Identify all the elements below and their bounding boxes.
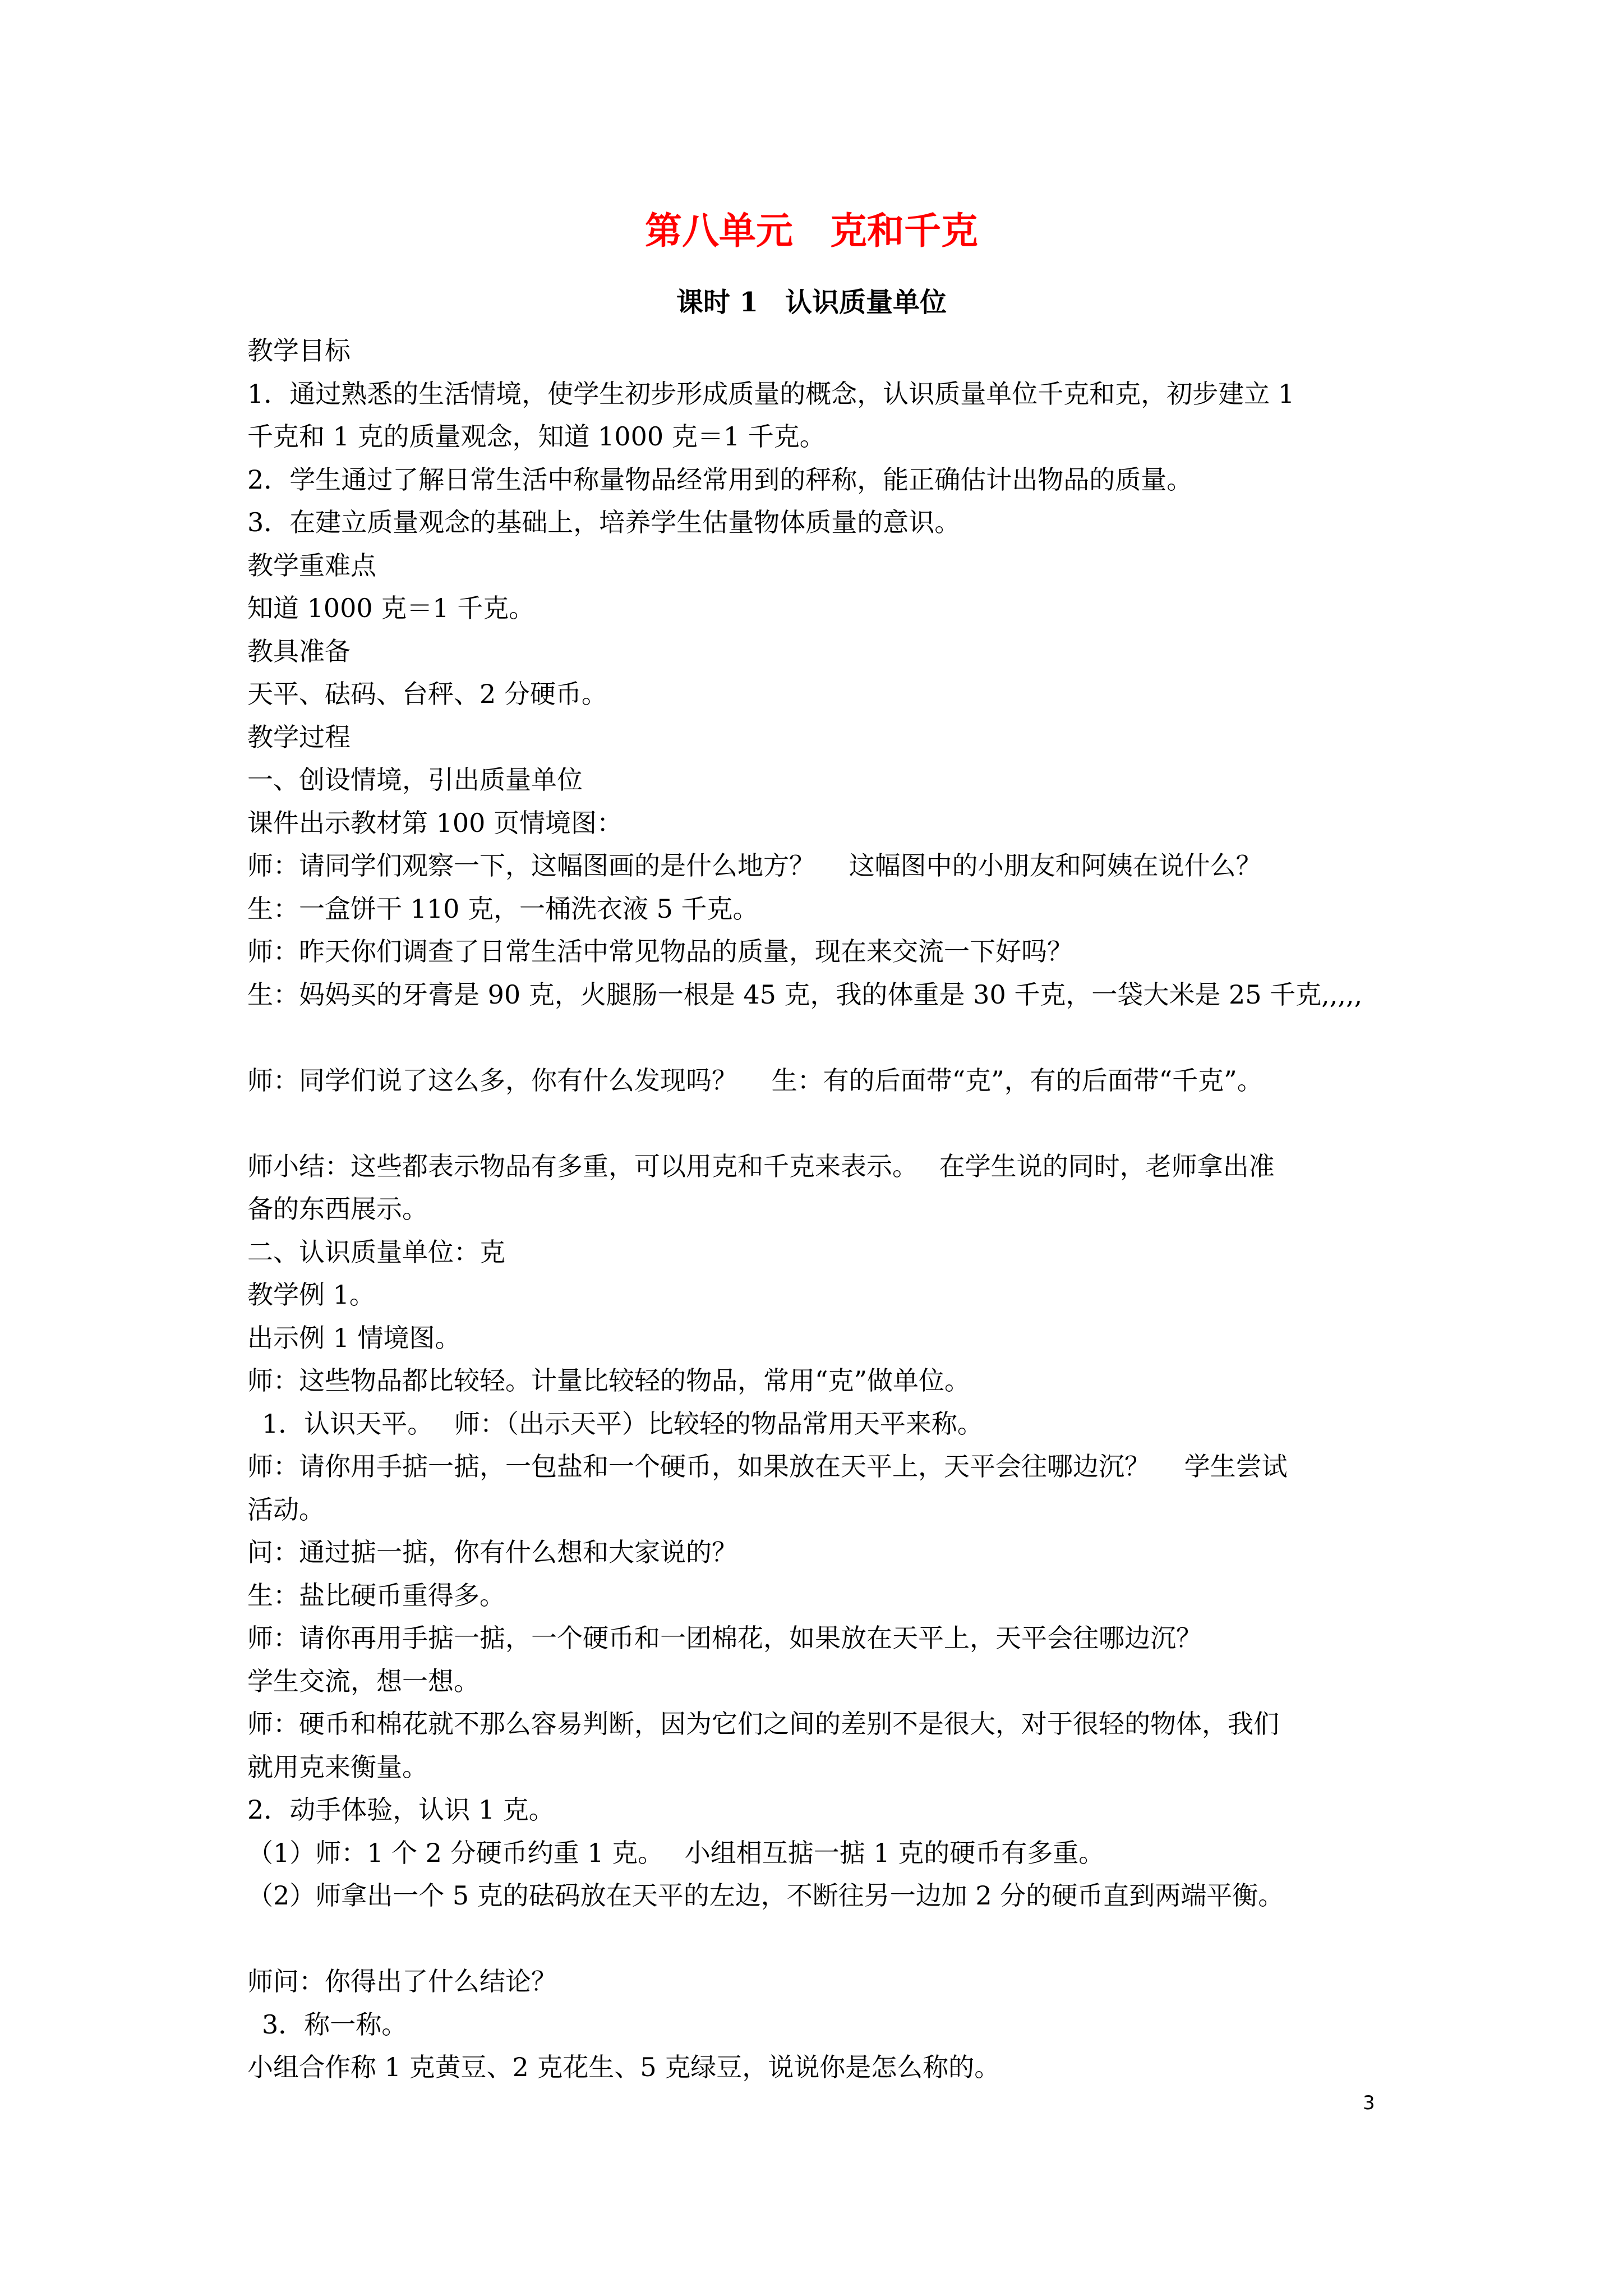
text-line: 活动。 bbox=[247, 1494, 325, 1525]
text-line: 二、认识质量单位：克 bbox=[247, 1236, 505, 1267]
text-line: 教具准备 bbox=[247, 636, 351, 666]
body-text bbox=[247, 329, 1391, 2089]
text-line: 师：硬币和棉花就不那么容易判断，因为它们之间的差别不是很大，对于很轻的物体，我们 bbox=[247, 1709, 1279, 1739]
text-line: 小组合作称 1 克黄豆、2 克花生、5 克绿豆，说说你是怎么称的。 bbox=[247, 2052, 1000, 2082]
text-line: 生：盐比硬币重得多。 bbox=[247, 1580, 505, 1611]
text-line: 1．通过熟悉的生活情境，使学生初步形成质量的概念，认识质量单位千克和克，初步建立 1 bbox=[247, 378, 1295, 409]
text-line: 出示例 1 情境图。 bbox=[247, 1322, 461, 1353]
text-line: 3．在建立质量观念的基础上，培养学生估量物体质量的意识。 bbox=[247, 507, 961, 537]
text-line: 1．认识天平。 师：（出示天平）比较轻的物品常用天平来称。 bbox=[262, 1408, 983, 1439]
text-line: 知道 1000 克＝1 千克。 bbox=[247, 593, 535, 623]
text-line: 师问：你得出了什么结论？ bbox=[247, 1966, 557, 1996]
text-line: 师：这些物品都比较轻。计量比较轻的物品，常用“克”做单位。 bbox=[247, 1365, 971, 1396]
text-line: 师：请同学们观察一下，这幅图画的是什么地方？ 这幅图中的小朋友和阿姨在说什么？ bbox=[247, 850, 1262, 881]
text-line: 一、创设情境，引出质量单位 bbox=[247, 765, 583, 795]
text-line: （1）师：1 个 2 分硬币约重 1 克。 小组相互掂一掂 1 克的硬币有多重。 bbox=[247, 1837, 1105, 1868]
text-line: 师：昨天你们调查了日常生活中常见物品的质量，现在来交流一下好吗？ bbox=[247, 936, 1073, 967]
text-line: 师：请你用手掂一掂，一包盐和一个硬币，如果放在天平上，天平会往哪边沉？ 学生尝试 bbox=[247, 1451, 1288, 1481]
text-line: （2）师拿出一个 5 克的砝码放在天平的左边，不断往另一边加 2 分的硬币直到两端平衡。 bbox=[247, 1880, 1284, 1911]
text-line: 千克和 1 克的质量观念，知道 1000 克＝1 千克。 bbox=[247, 421, 826, 452]
text-line: 2．学生通过了解日常生活中称量物品经常用到的秤称，能正确估计出物品的质量。 bbox=[247, 464, 1193, 495]
text-line: 生：一盒饼干 110 克，一桶洗衣液 5 千克。 bbox=[247, 893, 759, 924]
text-line: 教学例 1。 bbox=[247, 1280, 375, 1310]
text-line: 师：同学们说了这么多，你有什么发现吗？ 生：有的后面带“克”，有的后面带“千克”。 bbox=[247, 1065, 1263, 1096]
text-line: 学生交流，想一想。 bbox=[247, 1665, 479, 1696]
page-number: 3 bbox=[1363, 2092, 1375, 2114]
text-line: 天平、砝码、台秤、2 分硬币。 bbox=[247, 679, 607, 709]
page-title: 第八单元 克和千克 bbox=[645, 209, 978, 252]
blank-line bbox=[247, 1016, 1391, 1059]
blank-line bbox=[247, 1102, 1391, 1145]
lesson-subtitle: 课时 1 认识质量单位 bbox=[676, 287, 947, 318]
text-line: 教学目标 bbox=[247, 335, 351, 366]
text-line: 生：妈妈买的牙膏是 90 克，火腿肠一根是 45 克，我的体重是 30 千克，一袋大米是 25 千克,,,,, bbox=[247, 979, 1363, 1010]
text-line: 2．动手体验，认识 1 克。 bbox=[247, 1795, 555, 1825]
blank-line bbox=[247, 1917, 1391, 1961]
text-line: 教学重难点 bbox=[247, 550, 376, 581]
text-line: 师小结：这些都表示物品有多重，可以用克和千克来表示。 在学生说的同时，老师拿出准 bbox=[247, 1151, 1275, 1181]
text-line: 师：请你再用手掂一掂，一个硬币和一团棉花，如果放在天平上，天平会往哪边沉？ bbox=[247, 1623, 1202, 1653]
text-line: 备的东西展示。 bbox=[247, 1194, 428, 1224]
text-line: 教学过程 bbox=[247, 721, 351, 752]
text-line: 3．称一称。 bbox=[262, 2009, 408, 2040]
text-line: 问：通过掂一掂，你有什么想和大家说的？ bbox=[247, 1537, 737, 1567]
text-line: 课件出示教材第 100 页情境图： bbox=[247, 807, 623, 838]
text-line: 就用克来衡量。 bbox=[247, 1751, 428, 1782]
